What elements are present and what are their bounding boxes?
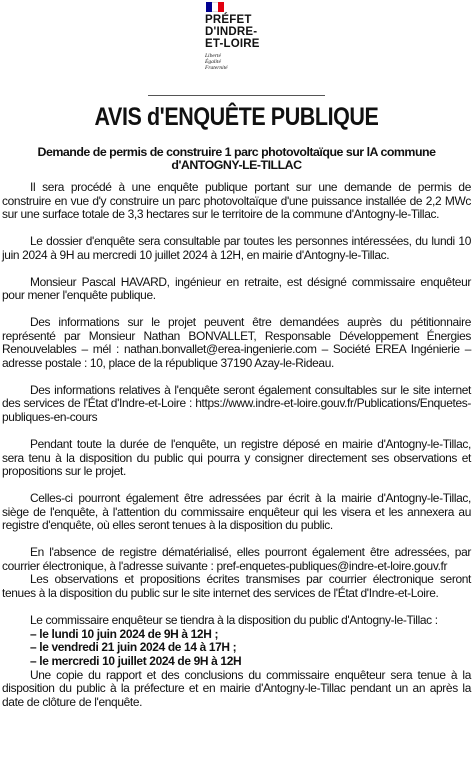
notice-subtitle: Demande de permis de construire 1 parc photovoltaïque sur lA commune d'ANTOGNY-LE-TILLAC: [37, 145, 436, 172]
permanence-date-item: – le mercredi 10 juillet 2024 de 9H à 12H: [30, 653, 242, 668]
logo-line-2: D'INDRE-: [205, 26, 258, 38]
paragraph-report-availability: Une copie du rapport et des conclusions du commissaire enquêteur sera tenue à la disposition du public à la préfecture et en mairie d'Antogny-le-Tillac pendant un an après la date de clôture de l'enquête.: [2, 667, 471, 710]
permanence-date-item: – le vendredi 21 juin 2024 de 14 à 17H ;: [30, 640, 237, 655]
logo-line-3: ET-LOIRE: [205, 38, 260, 50]
paragraph-register: Pendant toute la durée de l'enquête, un registre déposé en mairie d'Antogny-le-Tillac, sera tenu à la disposition du public qui pourra y consigner directement ses observations et propositions sur le projet.: [2, 436, 471, 479]
paragraph-written-submissions: Celles-ci pourront également être adressées par écrit à la mairie d'Antogny-le-Tillac, siège de l'enquête, à l'attention du commissaire enquêteur qui les visera et les annexera au registre d'enquête, où elles seront tenues à la disposition du public.: [2, 490, 471, 533]
notice-title: AVIS d'ENQUÊTE PUBLIQUE: [94, 103, 379, 131]
paragraph-permanences-intro: Le commissaire enquêteur se tiendra à la disposition du public d'Antogny-le-Tillac :: [30, 612, 438, 627]
prefecture-logo: [205, 2, 285, 71]
motto-line-1: Liberté: [205, 53, 221, 59]
french-flag-icon: [206, 2, 224, 12]
paragraph-enquiry-subject: Il sera procédé à une enquête publique portant sur une demande de permis de construire en vue d'y construire un parc photovoltaïque d'une puissance installée de 2,2 MWc sur une surface totale de 3,3 hectares sur le territoire de la commune d'Antogny-le-Tillac.: [2, 180, 471, 222]
paragraph-email-submissions: En l'absence de registre dématérialisé, elles pourront également être adressées, par courrier électronique, à l'adresse suivante : pref-enquetes-publiques@indre-et-loire.gouv.fr: [2, 545, 471, 573]
header-divider: [148, 95, 325, 96]
paragraph-email-publication: Les observations et propositions écrites transmises par courrier électronique seront tenues à la disposition du public sur le site internet des services de l'État d'Indre-et-Loire.: [2, 572, 471, 601]
motto-line-2: Égalité: [205, 59, 221, 65]
motto-line-3: Fraternité: [205, 65, 228, 71]
paragraph-dossier-dates: Le dossier d'enquête sera consultable par toutes les personnes intéressées, du lundi 10 juin 2024 à 9H au mercredi 10 juillet 2024 à 12H, en mairie d'Antogny-le-Tillac.: [2, 234, 471, 262]
notice-body: [2, 181, 471, 723]
paragraph-petitioner-contact: Des informations sur le projet peuvent être demandées auprès du pétitionnaire représenté par Monsieur Nathan BONVALLET, Responsable Développement Énergies Renouvelables – mél : nathan.bonvallet@erea-ingenierie.com – Société EREA Ingénierie – adresse postale : 10, place de la république 37190 Azay-le-Rideau.: [2, 314, 471, 371]
logo-title: [205, 14, 285, 50]
permanence-date-item: – le lundi 10 juin 2024 de 9H à 12H ;: [30, 626, 219, 641]
permanence-dates-list: [2, 628, 471, 669]
paragraph-commissioner: Monsieur Pascal HAVARD, ingénieur en retraite, est désigné commissaire enquêteur pour mener l'enquête publique.: [2, 274, 471, 303]
logo-line-1: PRÉFET: [205, 14, 252, 26]
republic-motto: [205, 53, 285, 71]
paragraph-website: Des informations relatives à l'enquête seront également consultables sur le site internet des services de l'État d'Indre-et-Loire : https://www.indre-et-loire.gouv.fr/Publications/Enquetes-publiques-en-cours: [2, 382, 471, 425]
